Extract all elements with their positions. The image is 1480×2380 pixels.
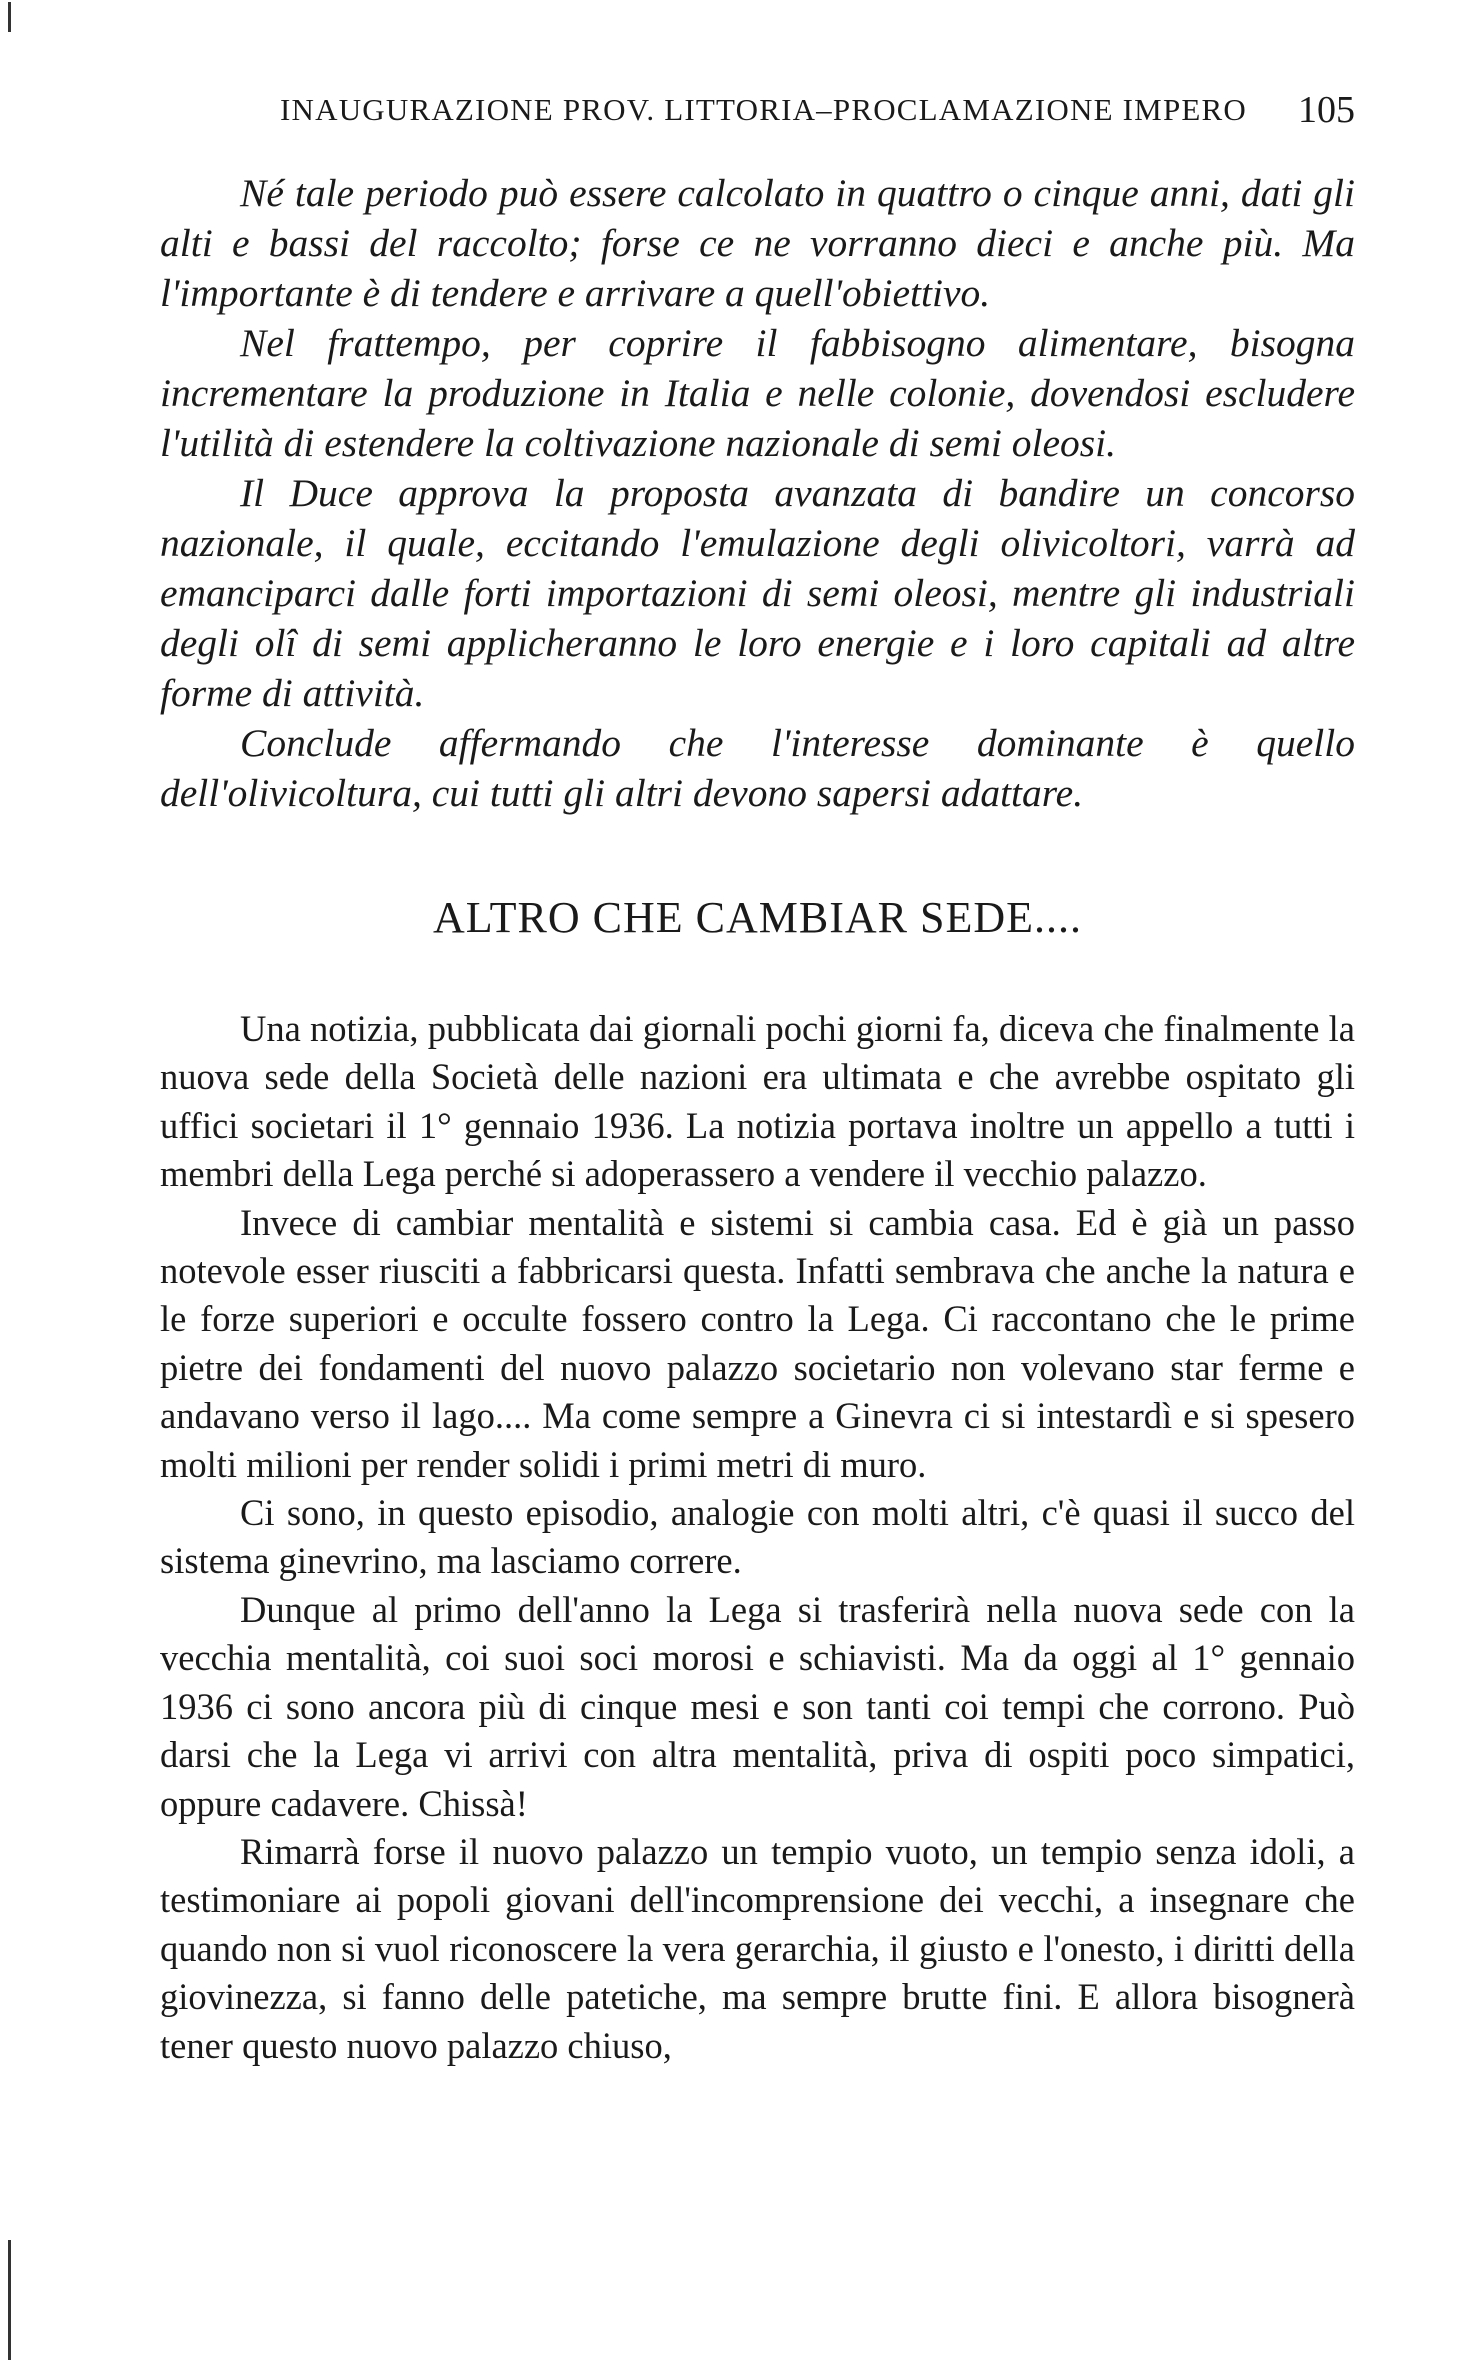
body-paragraph: Rimarrà forse il nuovo palazzo un tempio vuoto, un tempio senza idoli, a testimoniare ai popoli giovani dell'incomprensione dei vecchi, a insegnare che quando non si vuol riconoscere la vera gerarchia, il giusto e l'onesto, i diritti della giovinezza, si fanno delle patetiche, ma sempre brutte fini. E allora bisognerà tener questo nuovo palazzo chiuso, xyxy=(160,1830,1355,2066)
margin-scan-mark-bottom xyxy=(8,2240,11,2360)
italic-paragraph: Né tale periodo può essere calcolato in quattro o cinque anni, dati gli alti e bassi del raccolto; forse ce ne vorranno dieci e anche più. Ma l'importante è di tendere e arrivare a quell'obiettivo. xyxy=(160,171,1355,315)
page-number: 105 xyxy=(1298,89,1355,131)
italic-paragraph: Nel frattempo, per coprire il fabbisogno alimentare, bisogna incrementare la produzione in Italia e nelle colonie, dovendosi escludere l'utilità di estendere la coltivazione nazionale di semi oleosi. xyxy=(160,321,1355,465)
section-title: ALTRO CHE CAMBIAR SEDE.... xyxy=(433,893,1082,942)
italic-paragraph: Il Duce approva la proposta avanzata di bandire un concorso nazionale, il quale, eccitando l'emulazione degli olivicoltori, varrà ad emanciparci dalle forti importazioni di semi oleosi, mentre gli industriali degli olî di semi applicheranno le loro energie e i loro capitali ad altre forme di attività. xyxy=(160,471,1355,715)
body-paragraph: Una notizia, pubblicata dai giornali pochi giorni fa, diceva che finalmente la nuova sede della Società delle nazioni era ultimata e che avrebbe ospitato gli uffici societari il 1° gennaio 1936. La notizia portava inoltre un appello a tutti i membri della Lega perché si adoperassero a vendere il vecchio palazzo. xyxy=(160,1008,1355,1195)
body-paragraph: Ci sono, in questo episodio, analogie con molti altri, c'è quasi il succo del sistema ginevrino, ma lasciamo correre. xyxy=(160,1492,1355,1582)
margin-scan-mark-top xyxy=(8,2,11,32)
article-body xyxy=(160,1005,1355,2070)
running-head xyxy=(280,89,1355,142)
body-paragraph: Invece di cambiar mentalità e sistemi si cambia casa. Ed è già un passo notevole esser riusciti a fabbricarsi questa. Infatti sembrava che anche la natura e le forze superiori e occulte fossero contro la Lega. Ci raccontano che le prime pietre dei fondamenti del nuovo palazzo societario non volevano star ferme e andavano verso il lago.... Ma come sempre a Ginevra ci si intestardì e si spesero molti milioni per render solidi i primi metri di muro. xyxy=(160,1201,1355,1485)
body-paragraph: Dunque al primo dell'anno la Lega si trasferirà nella nuova sede con la vecchia mentalità, coi suoi soci morosi e schiavisti. Ma da oggi al 1° gennaio 1936 ci sono ancora più di cinque mesi e son tanti coi tempi che corrono. Può darsi che la Lega vi arrivi con altra mentalità, priva di ospiti poco simpatici, oppure cadavere. Chissà! xyxy=(160,1588,1355,1824)
italic-paragraph: Conclude affermando che l'interesse dominante è quello dell'olivicoltura, cui tutti gli altri devono sapersi adattare. xyxy=(160,721,1355,815)
italic-report-block xyxy=(160,168,1355,818)
running-title: INAUGURAZIONE PROV. LITTORIA–PROCLAMAZIONE IMPERO xyxy=(280,92,1247,127)
